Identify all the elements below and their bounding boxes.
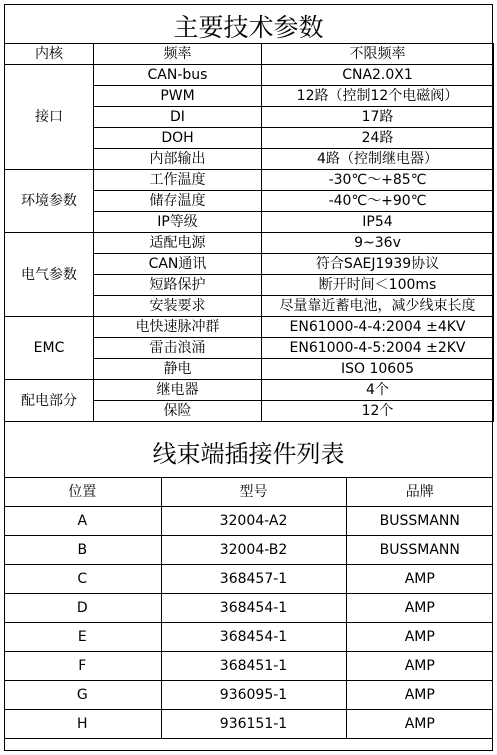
param-name: 内部输出 [94, 149, 262, 170]
param-name: CAN通讯 [94, 254, 262, 275]
param-value: 符合SAEJ1939协议 [262, 254, 494, 275]
param-value: ISO 10605 [262, 359, 494, 380]
connector-model: 32004-A2 [161, 507, 346, 536]
param-value: 9~36v [262, 233, 494, 254]
param-name: 雷击浪涌 [94, 338, 262, 359]
connector-brand: AMP [346, 710, 493, 739]
param-name: 静电 [94, 359, 262, 380]
spec-row [5, 65, 494, 86]
connector-position: F [4, 652, 161, 681]
connector-brand: AMP [346, 681, 493, 710]
connector-position: E [4, 623, 161, 652]
spec-row [5, 233, 494, 254]
group-label: 电气参数 [5, 233, 94, 317]
connector-model: 368451-1 [161, 652, 346, 681]
header-brand: 品牌 [346, 478, 493, 507]
connector-model: 936151-1 [161, 710, 346, 739]
param-value: 尽量靠近蓄电池，减少线束长度 [262, 296, 494, 317]
connector-model: 936095-1 [161, 681, 346, 710]
header-frequency: 频率 [94, 44, 262, 65]
param-value: -30℃～+85℃ [262, 170, 494, 191]
connector-table [4, 477, 493, 739]
connector-row [4, 652, 493, 681]
spec-row [5, 380, 494, 401]
param-value: 断开时间＜100ms [262, 275, 494, 296]
group-label: 接口 [5, 65, 94, 170]
connector-row [4, 710, 493, 739]
connector-brand: BUSSMANN [346, 536, 493, 565]
connector-model: 32004-B2 [161, 536, 346, 565]
connector-position: A [4, 507, 161, 536]
param-name: 继电器 [94, 380, 262, 401]
param-name: 短路保护 [94, 275, 262, 296]
param-name: 安装要求 [94, 296, 262, 317]
connector-brand: AMP [346, 652, 493, 681]
param-value: 4个 [262, 380, 494, 401]
connector-position: B [4, 536, 161, 565]
connector-brand: AMP [346, 623, 493, 652]
connector-position: D [4, 594, 161, 623]
param-value: 24路 [262, 128, 494, 149]
param-name: 适配电源 [94, 233, 262, 254]
param-value: CNA2.0X1 [262, 65, 494, 86]
connector-position: H [4, 710, 161, 739]
param-value: 4路（控制继电器） [262, 149, 494, 170]
connector-brand: BUSSMANN [346, 507, 493, 536]
param-name: DOH [94, 128, 262, 149]
param-name: 保险 [94, 401, 262, 422]
connector-model: 368454-1 [161, 623, 346, 652]
param-name: 储存温度 [94, 191, 262, 212]
group-label: 配电部分 [5, 380, 94, 422]
spec-row [5, 170, 494, 191]
connector-header-row [4, 478, 493, 507]
connector-model: 368454-1 [161, 594, 346, 623]
connector-row [4, 594, 493, 623]
spec-table [4, 43, 494, 422]
param-value: 12个 [262, 401, 494, 422]
connector-brand: AMP [346, 594, 493, 623]
param-name: 工作温度 [94, 170, 262, 191]
connector-position: C [4, 565, 161, 594]
connector-model: 368457-1 [161, 565, 346, 594]
group-label: EMC [5, 317, 94, 380]
spec-row [5, 317, 494, 338]
connector-title: 线束端插接件列表 [152, 440, 345, 468]
param-name: DI [94, 107, 262, 128]
param-name: CAN-bus [94, 65, 262, 86]
param-name: PWM [94, 86, 262, 107]
header-frequency-value: 不限频率 [262, 44, 494, 65]
connector-row [4, 565, 493, 594]
param-value: EN61000-4-5:2004 ±2KV [262, 338, 494, 359]
param-value: IP54 [262, 212, 494, 233]
param-value: -40℃～+90℃ [262, 191, 494, 212]
param-name: IP等级 [94, 212, 262, 233]
connector-brand: AMP [346, 565, 493, 594]
header-position: 位置 [4, 478, 161, 507]
spec-title: 主要技术参数 [173, 13, 324, 42]
connector-row [4, 507, 493, 536]
connector-row [4, 623, 493, 652]
connector-position: G [4, 681, 161, 710]
header-core: 内核 [5, 44, 94, 65]
header-model: 型号 [161, 478, 346, 507]
param-value: 12路（控制12个电磁阀） [262, 86, 494, 107]
connector-row [4, 536, 493, 565]
connector-row [4, 681, 493, 710]
param-value: EN61000-4-4:2004 ±4KV [262, 317, 494, 338]
group-label: 环境参数 [5, 170, 94, 233]
spec-header-row [5, 44, 494, 65]
param-value: 17路 [262, 107, 494, 128]
param-name: 电快速脉冲群 [94, 317, 262, 338]
